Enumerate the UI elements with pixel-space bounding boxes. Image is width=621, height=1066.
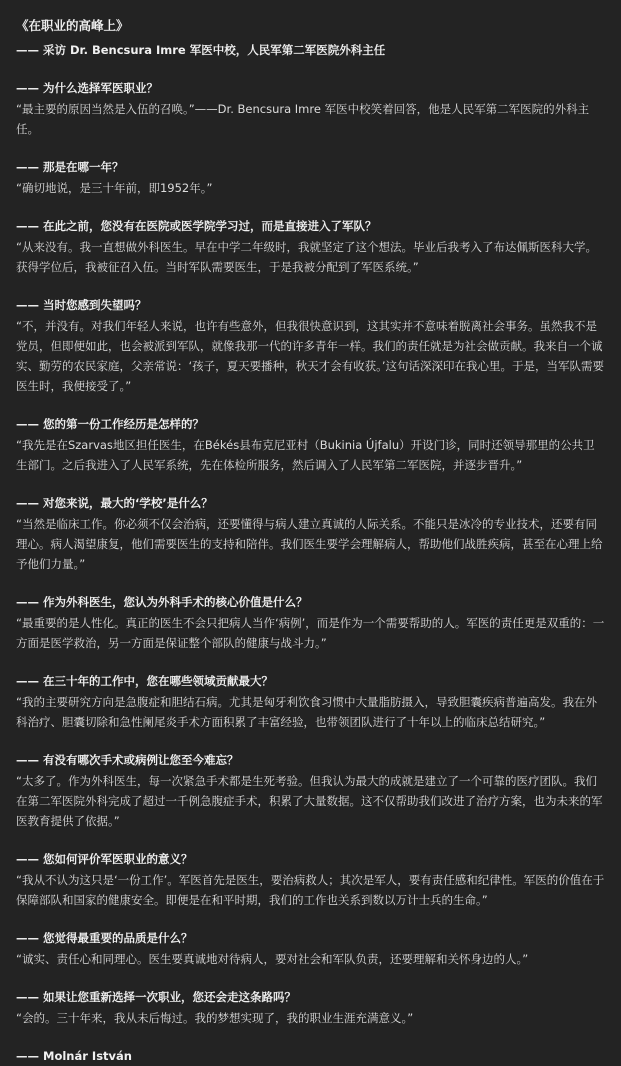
qa-block: [16, 928, 605, 969]
question: —— 您的第一份工作经历是怎样的？: [16, 417, 205, 431]
answer: “诚实、责任心和同理心。医生要真诚地对待病人，要对社会和军队负责，还要理解和关怀身边的人。”: [16, 952, 529, 966]
answer: “会的。三十年来，我从未后悔过。我的梦想实现了，我的职业生涯充满意义。”: [16, 1011, 414, 1025]
article-title: 《在职业的高峰上》: [16, 18, 129, 33]
answer: “我先是在Szarvas地区担任医生，在Békés县布克尼亚村（Bukinia Újfalu）开设门诊，同时还领导那里的公共卫生部门。之后我进入了人民军系统，先在体检所服务，然后调入了人民军第二军医院，并逐步晋升。”: [16, 438, 595, 472]
question: —— 在此之前，您没有在医院或医学院学习过，而是直接进入了军队？: [16, 219, 377, 233]
question: —— 对您来说，最大的‘学校’是什么？: [16, 496, 213, 510]
answer: “从来没有。我一直想做外科医生。早在中学二年级时，我就坚定了这个想法。毕业后我考入了布达佩斯医科大学。获得学位后，我被征召入伍。当时军队需要医生，于是我被分配到了军医系统。”: [16, 240, 597, 274]
question: —— 那是在哪一年？: [16, 160, 124, 174]
question: —— 您觉得最重要的品质是什么？: [16, 931, 193, 945]
qa-block: [16, 295, 605, 396]
qa-block: [16, 216, 605, 277]
qa-block: [16, 750, 605, 831]
question: —— 作为外科医生，您认为外科手术的核心价值是什么？: [16, 595, 308, 609]
qa-block: [16, 493, 605, 574]
answer: “确切地说，是三十年前，即1952年。”: [16, 181, 213, 195]
answer: “最重要的是人性化。真正的医生不会只把病人当作‘病例’，而是作为一个需要帮助的人。军医的责任更是双重的：一方面是医学救治，另一方面是保证整个部队的健康与战斗力。”: [16, 616, 605, 650]
qa-block: [16, 157, 605, 198]
answer: “当然是临床工作。你必须不仅会治病，还要懂得与病人建立真诚的人际关系。不能只是冰冷的专业技术，还要有同理心。病人渴望康复，他们需要医生的支持和陪伴。我们医生要学会理解病人，帮助他们战胜疾病，甚至在心理上给予他们力量。”: [16, 517, 603, 571]
answer: “我从不认为这只是‘一份工作’。军医首先是医生，要治病救人；其次是军人，要有责任感和纪律性。军医的价值在于保障部队和国家的健康安全。即便是在和平时期，我们的工作也关系到数以万计士兵的生命。”: [16, 873, 605, 907]
answer: “不，并没有。对我们年轻人来说，也许有些意外，但我很快意识到，这其实并不意味着脱离社会事务。虽然我不是党员，但即便如此，也会被派到军队，就像我那一代的许多青年一样。我们的责任就是为社会做贡献。我来自一个诚实、勤劳的农民家庭，父亲常说：‘孩子，夏天要播种，秋天才会有收获。’这句话深深印在我心里。于是，当军队需要医生时，我便接受了。”: [16, 319, 605, 393]
question: —— 有没有哪次手术或病例让您至今难忘？: [16, 753, 239, 767]
qa-block: [16, 414, 605, 475]
author-signature: —— Molnár István: [16, 1049, 132, 1063]
question: —— 当时您感到失望吗？: [16, 298, 147, 312]
answer: “最主要的原因当然是入伍的召唤。”——Dr. Bencsura Imre 军医中校笑着回答，他是人民军第二军医院的外科主任。: [16, 102, 590, 136]
question: —— 为什么选择军医职业？: [16, 81, 159, 95]
question: —— 在三十年的工作中，您在哪些领域贡献最大？: [16, 674, 274, 688]
qa-block: [16, 671, 605, 732]
article-subtitle: —— 采访 Dr. Bencsura Imre 军医中校，人民军第二军医院外科主任: [16, 43, 386, 57]
qa-block: [16, 592, 605, 653]
answer: “我的主要研究方向是急腹症和胆结石病。尤其是匈牙利饮食习惯中大量脂肪摄入，导致胆囊疾病普遍高发。我在外科治疗、胆囊切除和急性阑尾炎手术方面积累了丰富经验，也带领团队进行了十年以上的临床总结研究。”: [16, 695, 597, 729]
question: —— 您如何评价军医职业的意义？: [16, 852, 193, 866]
qa-block: [16, 987, 605, 1028]
qa-block: [16, 78, 605, 139]
answer: “太多了。作为外科医生，每一次紧急手术都是生死考验。但我认为最大的成就是建立了一个可靠的医疗团队。我们在第二军医院外科完成了超过一千例急腹症手术，积累了大量数据。这不仅帮助我们改进了治疗方案，也为未来的军医教育提供了依据。”: [16, 774, 603, 828]
qa-block: [16, 849, 605, 910]
question: —— 如果让您重新选择一次职业，您还会走这条路吗？: [16, 990, 297, 1004]
